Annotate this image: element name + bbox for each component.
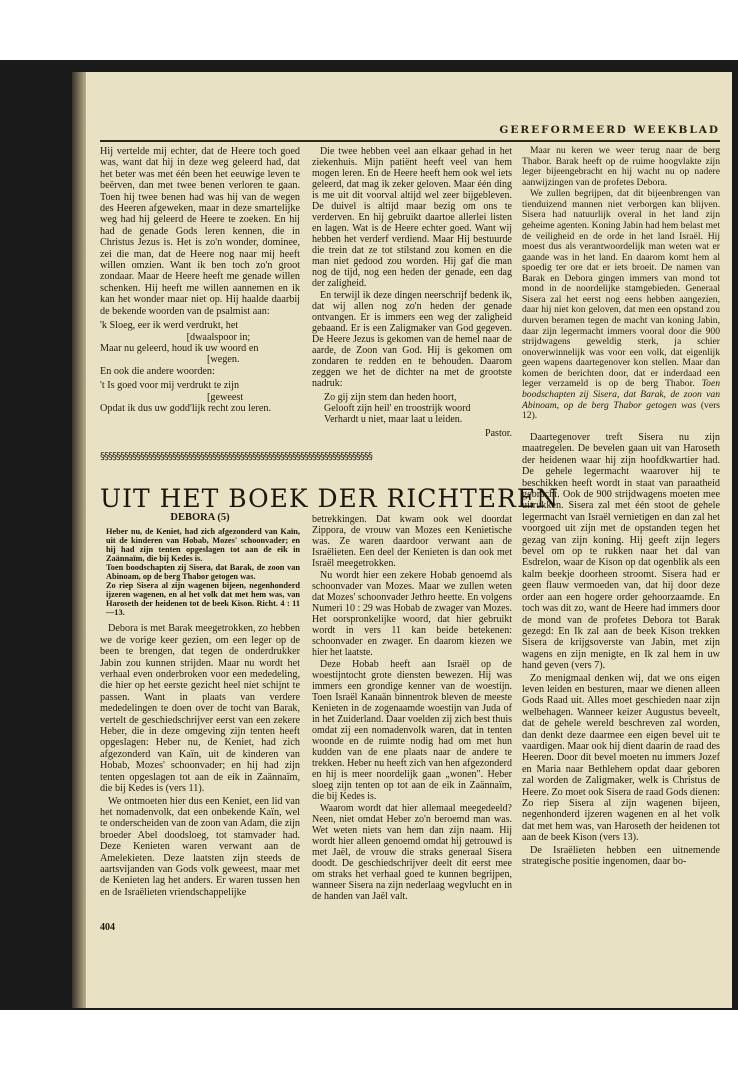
paragraph: We ontmoeten hier dus een Keniet, een lid van het nomadenvolk, dat een onbekende Kaïn, wel te onderscheiden van de zoon van Adam, die zijn broeder Abel doodsloeg, tot stamvader had. Deze Kenieten waren verwant aan de Amelekieten. Deze laatsten zijn steeds de aartsvijanden van Gods volk geweest, maar met de Kenieten lag het anders. Er waren tussen hen en de Israëlieten vriendschappelijke [100, 795, 301, 898]
paragraph: Nu wordt hier een zekere Hobab genoemd als schoonvader van Mozes. Maar we zullen weten dat Mozes' schoonvader Jethro heette. En volgens Numeri 10 : 29 was Hobab de zwager van Mozes. Het oorspronkelijke woord, dat hier gebruikt wordt in vers 11 kan beide betekenen: schoonvader en zwager. En daarom kiezen we hier het laatste. [312, 570, 512, 658]
intro-verse: Toen boodschapten zij Sisera, dat Barak, de zoon van Abinoam, op de berg Thabor getogen was. [106, 563, 300, 582]
column-2-top [312, 146, 512, 439]
paragraph [522, 189, 720, 421]
poem-line: Verhardt u niet, maar laat u leiden. [324, 414, 463, 425]
psalm-quote-2 [100, 380, 300, 414]
column-3-bottom [522, 432, 720, 868]
poem-line: [wegen. [100, 354, 240, 366]
poem-line: Opdat ik dus uw godd'lijk recht zou leren. [100, 402, 272, 414]
paragraph: Die twee hebben veel aan elkaar gehad in het ziekenhuis. Mijn patiënt heeft veel van hem mogen leren. En de Heere heeft hem ook wel iets geleerd, dat mag ik zeker geloven. Maar één ding is me uit dit voorval altijd wel zeer bijgebleven. De duivel is altijd maar bezig om ons te verderven. En hij gebruikt daartoe allerlei listen en lagen. Wat is de Heere echter goed. Want wij hebben het verderf verdiend. Maar Hij bestuurde die trein dat ze tot stilstand zou komen en die man niet gedood zou worden. Hij gaf die man nog de tijd, nog een heden der genade, een dag der zaligheid. [312, 146, 512, 289]
paragraph: Zo menigmaal denken wij, dat we ons eigen leven leiden en besturen, maar we dienen alleen Gods Raad uit. Alles moet geschieden naar zijn welbehagen. Wanneer keizer Augustus beveelt, dat de gehele wereld beschreven zal worden, dan denkt deze daarmee een eigen bevel uit te vaardigen. Maar ook hij dient daarin de raad des Heeren. Door dit bevel moeten nu immers Jozef en Maria naar Bethlehem opdat daar geboren zal worden de Zaligmaker, welk is Christus de Heere. Zo moet ook Sisera de raad Gods dienen: Zo riep Sisera al zijn wagenen bijeen, negenhonderd ijzeren wagenen en al het volk dat met hem was, van Haroseth der heidenen tot aan de beek Kison (vers 13). [522, 672, 720, 844]
poem-line: 't Is goed voor mij verdrukt te zijn [100, 380, 240, 392]
column-1-bottom [100, 512, 300, 899]
scripture-quote: Toen boodschapten zij Sisera, dat Barak, de zoon van Abinoam, op de berg Thabor getogen was [522, 378, 720, 411]
page-gutter-shadow [72, 72, 86, 1008]
poem-line: En ook die andere woorden: [100, 365, 215, 377]
poem-line: 'k Sloeg, eer ik werd verdrukt, het [100, 320, 239, 332]
paragraph: betrekkingen. Dat kwam ook wel doordat Zippora, de vrouw van Mozes een Kenietische was. Ze waren daardoor verwant aan de Israëlieten. Een deel der Kenieten is dan ook met Israël meegetrokken. [312, 514, 512, 569]
paragraph: Maar nu keren we weer terug naar de berg Thabor. Barak heeft op de ruime hoogvlakte zijn leger bijeengebracht en hij wacht nu op nadere aanwijzingen van de profetes Debora. [522, 145, 720, 188]
decorative-divider: §§§§§§§§§§§§§§§§§§§§§§§§§§§§§§§§§§§§§§§§§§§§§§§§§§§§§§§§§§§§§§§§§§§§ [100, 452, 372, 462]
poem-line: [dwaalspoor in; [100, 331, 251, 343]
paragraph: Debora is met Barak meegetrokken, zo hebben we de vorige keer gezien, om een leger op de been te brengen, dat tegen de onderdrukker Jabin zou kunnen strijden. Maar nu wordt het verhaal even onderbroken voor een mededeling, die hier op het eerste gezicht heel niet schijnt te passen. Want in plaats van verdere mededelingen te doen over de tocht van Barak, vertelt de geschiedschrijver eerst van een zekere Heber, die in deze omgeving zijn tenten heeft opgeslagen: Heber nu, de Keniet, had zich afgezonderd van Kaïn, uit de kinderen van Hobab, Mozes' schoonvader; en hij had zijn tenten opgeslagen tot aan de eik in Zaännaïm, die bij Kedes is (vers 11). [100, 623, 300, 795]
page-number: 404 [100, 922, 115, 933]
author-signature: Pastor. [485, 428, 512, 439]
article-subtitle: DEBORA (5) [170, 512, 230, 523]
poem-line: Gelooft zijn heil' en troostrijk woord [324, 403, 471, 414]
paragraph-text: We zullen begrijpen, dat dit bijeenbrengen van tienduizend mannen niet verborgen kan blijven. Sisera had natuurlijk overal in het land zijn geheime agenten. Koning Jabin had hem belast met de veiligheid en de orde in het land Israël. Hij moest dus als verantwoordelijk man weten wat er gaande was in het land. En daarom komt hem al spoedig ter ore dat er iets broeit. De namen van Barak en Debora gingen immers van mond tot mond in de noordelijke stamgebieden. Generaal Sisera zal het eerst nog eens hebben aangezien, daar hij niet kon geloven, dat men een opstand zou durven beramen tegen de macht van koning Jabin, daar zijn legermacht immers vooral door die 900 strijdwagens geweldig sterk, ja schier onoverwinnelijk was voor een volk, dat eigenlijk geen wapens daartegenover kon stellen. Maar dan komen de berichten door, dat er inderdaad een leger verzameld is op de berg Thabor. [522, 188, 720, 390]
paragraph: En terwijl ik deze dingen neerschrijf bedenk ik, dat wij allen nog zo'n heden der genade ontvangen. Er is immers een weg der zaligheid gebaand. Er is een Zaligmaker van God gegeven. De Heere Jezus is gekomen van de hemel naar de aarde, de Zoon van God. Hij is gekomen om zondaren te redden en te behouden. Daarom zeggen we het de dichter na met de grootste nadruk: [312, 290, 512, 389]
column-3-top [522, 146, 720, 423]
running-header: GEREFORMEERD WEEKBLAD [499, 124, 720, 136]
poem-line: Zo gij zijn stem dan heden hoort, [324, 392, 457, 403]
paragraph: De Israëlieten hebben een uitnemende strategische positie ingenomen, daar bo- [522, 844, 720, 868]
intro-verse: Heber nu, de Keniet, had zich afgezonderd van Kaïn, uit de kinderen van Hobab, Mozes' schoonvader; en hij had zijn tenten opgeslagen tot aan de eik in Zaännaïm, die bij Kedes is. [106, 527, 300, 564]
psalm-quote-1 [100, 320, 300, 377]
intro-verse: Zo riep Sisera al zijn wagenen bijeen, negenhonderd ijzeren wagenen, en al het volk dat met hem was, van Haroseth der heidenen tot de beek Kison. Richt. 4 : 11—13. [106, 581, 300, 618]
scripture-intro [106, 527, 300, 617]
paragraph: Waarom wordt dat hier allemaal meegedeeld? Neen, niet omdat Heber zo'n beroemd man was. Wet weten niets van hem dan zijn naam. Hij wordt hier alleen genoemd omdat hij getrouwd is met Jaël, de vrouw die straks generaal Sisera doodt. De geschiedschrijver deelt dit eerst mee om straks het verhaal goed te kunnen begrijpen, wanneer Sisera na zijn nederlaag wegvlucht en in de handen van Jaël valt. [312, 803, 512, 902]
paragraph: Daartegenover treft Sisera nu zijn maatregelen. De bevelen gaan uit van Haroseth der heidenen waar hij zijn hoofdkwartier had. De gehele legermacht waarover hij te beschikken heeft wordt in staat van paraatheid gebracht. Ook de 900 strijdwagens moeten mee uitrukken. Sisera zal met één stoot de gehele legermacht van Israël vernietigen en dan zal het voorgoed uit zijn met de opstanden tegen het gezag van zijn koning. Hij geeft zijn legers bevel om op te rukken naar het dal van Esdrelon, waar de Kison op dat ogenblik als een kalm beekje doorheen stroomt. Sisera had er geen flauw vermoeden van, dat hij door deze order aan een hogere order gehoorzaamde. En toch was dit zo, want de Heere had immers door de mond van de profetes Debora tot Barak gezegd: En Ik zal aan de beek Kison trekken Sisera de krijgsoverste van Jabin, met zijn wagens en zijn menigte, en Ik zal hem in uw hand geven (vers 7). [522, 432, 720, 672]
verse-reference: (vers 12). [522, 399, 721, 422]
column-1-top [100, 146, 300, 417]
paragraph: Hij vertelde mij echter, dat de Heere toch goed was, want dat hij in deze weg geleerd had, dat het beter was met één been het eeuwige leven te beërven, dan met twee benen verloren te gaan. Toen hij twee benen had was hij van de wegen des Heeren afgeweken, maar in deze smartelijke weg had hij geleerd de Heere te zoeken. En hij had de genade Gods leren kennen, die in Christus Jezus is. Het is zo'n wonder, dominee, zei die man, dat de Heere nog naar mij heeft willen omzien. Want ik ben toch zo'n groot zondaar. Maar de Heere heeft me genade willen schenken. Hij heeft me willen aannemen en ik kan het wonder maar niet op. Hij haalde daarbij de bekende woorden van de psalmist aan: [100, 146, 300, 317]
poem-line: [geweest [100, 391, 244, 403]
poem-line: Maar nu geleerd, houd ik uw woord en [100, 342, 259, 354]
header-rule [100, 140, 720, 142]
hymn-quote [312, 392, 512, 425]
paragraph: Deze Hobab heeft aan Israël op de woestijntocht grote diensten bewezen. Hij was immers een grondige kenner van de woestijn. Toen Israël Kanaän binnentrok bleven de meeste Kenieten in de zogenaamde woestijn van Juda of in het Zuiderland. Daar voelden zij zich best thuis omdat zij een nomadenvolk waren, dat in tenten woonde en de ruimte nodig had om met hun kudden van de ene plaats naar de andere te trekken. Heber nu heeft zich van hen afgezonderd en hij is meer noordelijk gaan „wonen". Heber sloeg zijn tenten op tot aan de eik in Zaännaïm, die bij Kedes is. [312, 659, 512, 802]
article-title: UIT HET BOEK DER RICHTEREN [100, 484, 560, 513]
column-2-bottom [312, 514, 512, 903]
